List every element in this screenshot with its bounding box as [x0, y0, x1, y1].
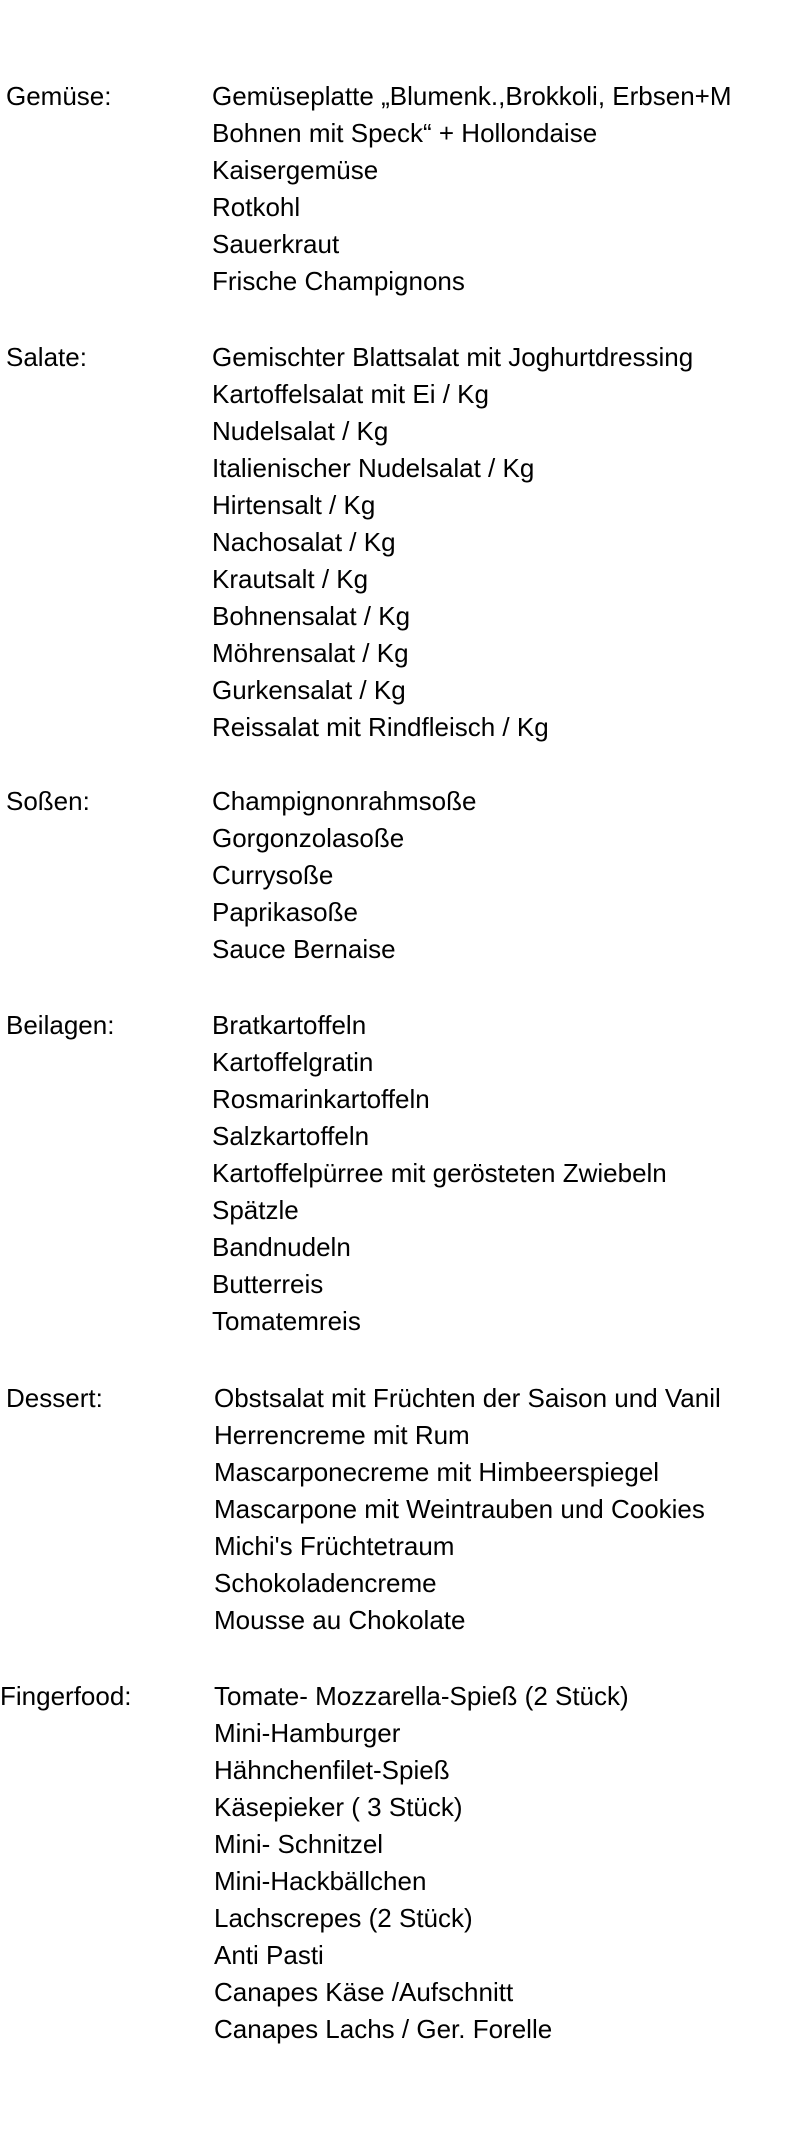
section-label: Salate: — [6, 342, 87, 372]
menu-item: Kartoffelgratin — [212, 1047, 374, 1077]
menu-item: Anti Pasti — [214, 1940, 324, 1970]
menu-item: Kartoffelpürree mit gerösteten Zwiebeln — [212, 1158, 667, 1188]
menu-item: Mascarpone mit Weintrauben und Cookies — [214, 1494, 705, 1524]
menu-item: Möhrensalat / Kg — [212, 638, 409, 668]
item-list — [214, 1380, 800, 1639]
menu-item: Reissalat mit Rindfleisch / Kg — [212, 712, 549, 742]
menu-item: Bratkartoffeln — [212, 1010, 367, 1040]
menu-item: Sauerkraut — [212, 229, 340, 259]
menu-item: Obstsalat mit Früchten der Saison und Vanil — [214, 1383, 721, 1413]
menu-item: Bandnudeln — [212, 1232, 351, 1262]
menu-item: Hirtensalt / Kg — [212, 490, 376, 520]
menu-item: Schokoladencreme — [214, 1568, 437, 1598]
menu-item: Hähnchenfilet-Spieß — [214, 1755, 450, 1785]
item-list — [214, 1678, 800, 2048]
menu-item: Krautsalt / Kg — [212, 564, 369, 594]
menu-item: Rosmarinkartoffeln — [212, 1084, 430, 1114]
menu-item: Italienischer Nudelsalat / Kg — [212, 453, 535, 483]
menu-item: Mini-Hamburger — [214, 1718, 401, 1748]
section-label: Beilagen: — [6, 1010, 115, 1040]
item-list — [212, 783, 800, 968]
menu-item: Nachosalat / Kg — [212, 527, 396, 557]
section-label: Soßen: — [6, 786, 90, 816]
menu-item: Gorgonzolasoße — [212, 823, 405, 853]
menu-item: Lachscrepes (2 Stück) — [214, 1903, 473, 1933]
item-list — [212, 78, 800, 300]
menu-item: Paprikasoße — [212, 897, 358, 927]
menu-item: Gemüseplatte „Blumenk.,Brokkoli, Erbsen+M — [212, 81, 732, 111]
menu-item: Gemischter Blattsalat mit Joghurtdressing — [212, 342, 694, 372]
menu-item: Mascarponecreme mit Himbeerspiegel — [214, 1457, 660, 1487]
section-label: Dessert: — [6, 1383, 103, 1413]
menu-item: Salzkartoffeln — [212, 1121, 370, 1151]
menu-item: Canapes Käse /Aufschnitt — [214, 1977, 514, 2007]
section-label: Fingerfood: — [0, 1681, 132, 1711]
menu-item: Spätzle — [212, 1195, 299, 1225]
menu-item: Champignonrahmsoße — [212, 786, 477, 816]
menu-item: Sauce Bernaise — [212, 934, 396, 964]
menu-item: Tomate- Mozzarella-Spieß (2 Stück) — [214, 1681, 629, 1711]
menu-item: Currysoße — [212, 860, 334, 890]
menu-item: Mousse au Chokolate — [214, 1605, 466, 1635]
menu-item: Nudelsalat / Kg — [212, 416, 389, 446]
menu-item: Kaisergemüse — [212, 155, 379, 185]
menu-item: Mini-Hackbällchen — [214, 1866, 427, 1896]
menu-item: Michi's Früchtetraum — [214, 1531, 455, 1561]
menu-item: Gurkensalat / Kg — [212, 675, 406, 705]
menu-item: Frische Champignons — [212, 266, 465, 296]
menu-item: Tomatemreis — [212, 1306, 361, 1336]
menu-item: Bohnen mit Speck“ + Hollondaise — [212, 118, 598, 148]
menu-item: Butterreis — [212, 1269, 324, 1299]
menu-item: Canapes Lachs / Ger. Forelle — [214, 2014, 553, 2044]
menu-item: Rotkohl — [212, 192, 301, 222]
menu-item: Käsepieker ( 3 Stück) — [214, 1792, 463, 1822]
menu-item: Kartoffelsalat mit Ei / Kg — [212, 379, 489, 409]
item-list — [212, 1007, 800, 1340]
item-list — [212, 339, 800, 746]
section-label: Gemüse: — [6, 81, 112, 111]
menu-item: Herrencreme mit Rum — [214, 1420, 470, 1450]
menu-item: Mini- Schnitzel — [214, 1829, 384, 1859]
menu-item: Bohnensalat / Kg — [212, 601, 411, 631]
